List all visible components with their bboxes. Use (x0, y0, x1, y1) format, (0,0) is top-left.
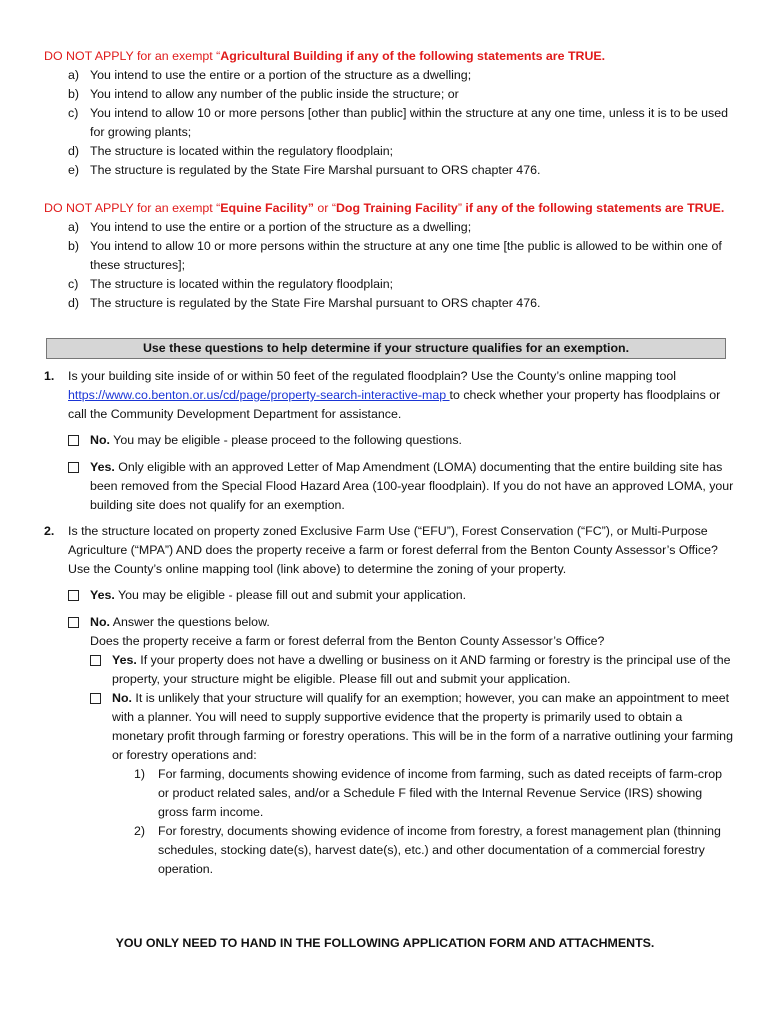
agricultural-building-warning (44, 47, 744, 180)
question-number: 1. (44, 369, 55, 383)
warning-prefix: DO NOT APPLY for an exempt “ (44, 49, 221, 63)
sub-option-yes: Yes. If your property does not have a dwelling or business on it AND farming or forestry is the principal use of the property, your structure might be eligible. Please fill out and submit your application. (90, 651, 734, 689)
checkbox[interactable] (68, 435, 79, 446)
list-item: d) The structure is regulated by the State Fire Marshal pursuant to ORS chapter 476. (68, 296, 541, 310)
checkbox[interactable] (90, 655, 101, 666)
list-item: 2) For forestry, documents showing evidence of income from forestry, a forest management plan (thinning schedules, stocking date(s), harvest date(s), etc.) and other documentation of a commercial forestry operation. (134, 824, 721, 876)
list-item: a) You intend to use the entire or a portion of the structure as a dwelling; (68, 68, 472, 82)
footer-instruction: YOU ONLY NEED TO HAND IN THE FOLLOWING APPLICATION FORM AND ATTACHMENTS. (115, 936, 655, 950)
list-item: b) You intend to allow 10 or more persons within the structure at any one time [the public is allowed to be within one of these structures]; (68, 239, 722, 272)
q2-option-no: No. Answer the questions below. Does the property receive a farm or forest deferral from the Benton County Assessor’s Office? Yes. If your property does not have a dwelling or business on it AND farming or forestry is the principal use of the property, your structure might be eligible. Please fill out and submit your application. No. It is unlikely that your structure will qualify for an exemption; however, you can make an appointment to meet with a planner. You will need to supply supportive evidence that the property is primarily used to obtain a monetary profit through farming or forestry operations. This will be in the form of a narrative outlining your farming or forestry operations and: 1) For farming, documents showing evidence of income from farming, such as dated receipts of farm-crop or product related sales, and/or a Schedule F filed with the Internal Revenue Service (IRS) showing gross farm income. 2) For forestry, documents showing evidence of income from forestry, a forest management plan (thinning schedules, stocking date(s), harvest date(s), etc.) and other documentation of a commercial forestry operation. (68, 613, 734, 879)
warning-heading: DO NOT APPLY for an exempt “Equine Facility” or “Dog Training Facility” if any of the following statements are TRUE. (44, 201, 725, 215)
checkbox[interactable] (90, 693, 101, 704)
sub-question: Does the property receive a farm or forest deferral from the Benton County Assessor’s Office? (90, 634, 605, 648)
list-item: c) The structure is located within the regulatory floodplain; (68, 277, 394, 291)
list-item: d) The structure is located within the regulatory floodplain; (68, 144, 394, 158)
checkbox[interactable] (68, 617, 79, 628)
equine-dog-facility-warning (44, 199, 744, 313)
question-2 (44, 522, 734, 879)
q2-option-yes: Yes. You may be eligible - please fill out and submit your application. (68, 586, 734, 605)
list-item: e) The structure is regulated by the State Fire Marshal pursuant to ORS chapter 476. (68, 163, 541, 177)
list-item: b) You intend to allow any number of the public inside the structure; or (68, 87, 459, 101)
question-text: Is the structure located on property zoned Exclusive Farm Use (“EFU”), Forest Conservation (“FC”), or Multi-Purpose Agriculture (“MPA”) AND does the property receive a farm or forest deferral from the Benton County Assessor’s Office? Use the County’s online mapping tool (link above) to determine the zoning of your property. (68, 524, 718, 576)
checkbox[interactable] (68, 462, 79, 473)
q1-option-yes: Yes. Only eligible with an approved Letter of Map Amendment (LOMA) documenting that the entire building site has been removed from the Special Flood Hazard Area (100-year floodplain). If you do not have an approved LOMA, your building site does not qualify for an exemption. (68, 458, 734, 515)
warning-bold: Agricultural Building if any of the following statements are TRUE. (220, 49, 606, 63)
list-item: a) You intend to use the entire or a portion of the structure as a dwelling; (68, 220, 472, 234)
sub-option-no: No. It is unlikely that your structure will qualify for an exemption; however, you can make an appointment to meet with a planner. You will need to supply supportive evidence that the property is primarily used to obtain a monetary profit through farming or forestry operations. This will be in the form of a narrative outlining your farming or forestry operations and: 1) For farming, documents showing evidence of income from farming, such as dated receipts of farm-crop or product related sales, and/or a Schedule F filed with the Internal Revenue Service (IRS) showing gross farm income. 2) For forestry, documents showing evidence of income from forestry, a forest management plan (thinning schedules, stocking date(s), harvest date(s), etc.) and other documentation of a commercial forestry operation. (90, 689, 734, 879)
question-text: Is your building site inside of or within 50 feet of the regulated floodplain? Use the County’s online mapping tool https://www.co.benton.or.us/cd/page/property-search-interactive-map to check whether your property has floodplains or call the Community Development Department for assistance. (68, 369, 721, 421)
exemption-questions-banner: Use these questions to help determine if your structure qualifies for an exemption. (46, 338, 726, 359)
warning-heading (44, 47, 744, 66)
list-item: c) You intend to allow 10 or more persons [other than public] within the structure at any one time, unless it is to be used for growing plants; (68, 106, 729, 139)
warning-list (44, 218, 744, 313)
question-number: 2. (44, 524, 55, 538)
checkbox[interactable] (68, 590, 79, 601)
evidence-list (134, 765, 734, 879)
list-item: 1) For farming, documents showing evidence of income from farming, such as dated receipts of farm-crop or product related sales, and/or a Schedule F filed with the Internal Revenue Service (IRS) showing gross farm income. (134, 767, 723, 819)
q1-option-no: No. You may be eligible - please proceed to the following questions. (68, 431, 734, 450)
warning-list (44, 66, 744, 180)
mapping-tool-link[interactable]: https://www.co.benton.or.us/cd/page/property-search-interactive-map (68, 388, 450, 402)
question-1 (44, 367, 734, 515)
